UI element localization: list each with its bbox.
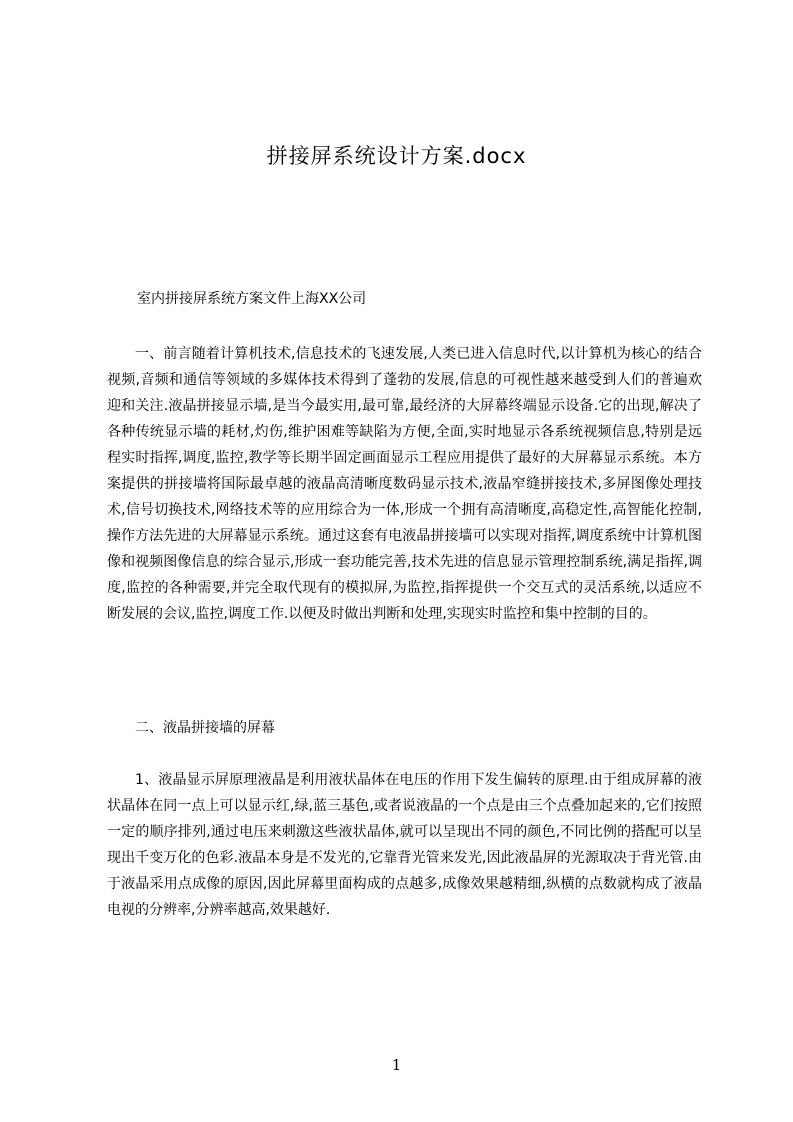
document-title: 拼接屏系统设计方案.docx <box>266 144 527 168</box>
page-number: 1 <box>391 1056 402 1074</box>
paragraph-preface: 一、前言随着计算机技术,信息技术的飞速发展,人类已进入信息时代,以计算机为核心的结合视频,音频和通信等领域的多媒体技术得到了蓬勃的发展,信息的可视性越来越受到人们的普遍欢迎和关注.液晶拼接显示墙,是当今最实用,最可靠,最经济的大屏幕终端显示设备.它的出现,解决了各种传统显示墙的耗材,灼伤,维护困难等缺陷为方便,全面,实时地显示各系统视频信息,特别是远程实时指挥,调度,监控,教学等长期半固定画面显示工程应用提供了最好的大屏幕显示系统。本方案提供的拼接墙将国际最卓越的液晶高清晰度数码显示技术,液晶窄缝拼接技术,多屏图像处理技术,信号切换技术,网络技术等的应用综合为一体,形成一个拥有高清晰度,高稳定性,高智能化控制,操作方法先进的大屏幕显示系统。通过这套有电液晶拼接墙可以实现对指挥,调度系统中计算机图像和视频图像信息的综合显示,形成一套功能完善,技术先进的信息显示管理控制系统,满足指挥,调度,监控的各种需要,并完全取代现有的模拟屏,为监控,指挥提供一个交互式的灵活系统,以适应不断发展的会议,监控,调度工作.以便及时做出判断和处理,实现实时监控和集中控制的目的。 <box>107 346 702 622</box>
paragraph-lcd-principle: 1、液晶显示屏原理液晶是利用液状晶体在电压的作用下发生偏转的原理.由于组成屏幕的液状晶体在同一点上可以显示红,绿,蓝三基色,或者说液晶的一个点是由三个点叠加起来的,它们按照一定的顺序排列,通过电压来刺激这些液状晶体,就可以呈现出不同的颜色,不同比例的搭配可以呈现出千变万化的色彩.液晶本身是不发光的,它靠背光管来发光,因此液晶屏的光源取决于背光管.由于液晶采用点成像的原因,因此屏幕里面构成的点越多,成像效果越精细,纵横的点数就构成了液晶电视的分辨率,分辨率越高,效果越好. <box>107 772 702 918</box>
section-heading-screen: 二、液晶拼接墙的屏幕 <box>135 720 275 736</box>
document-subtitle: 室内拼接屏系统方案文件上海XX公司 <box>137 291 367 307</box>
